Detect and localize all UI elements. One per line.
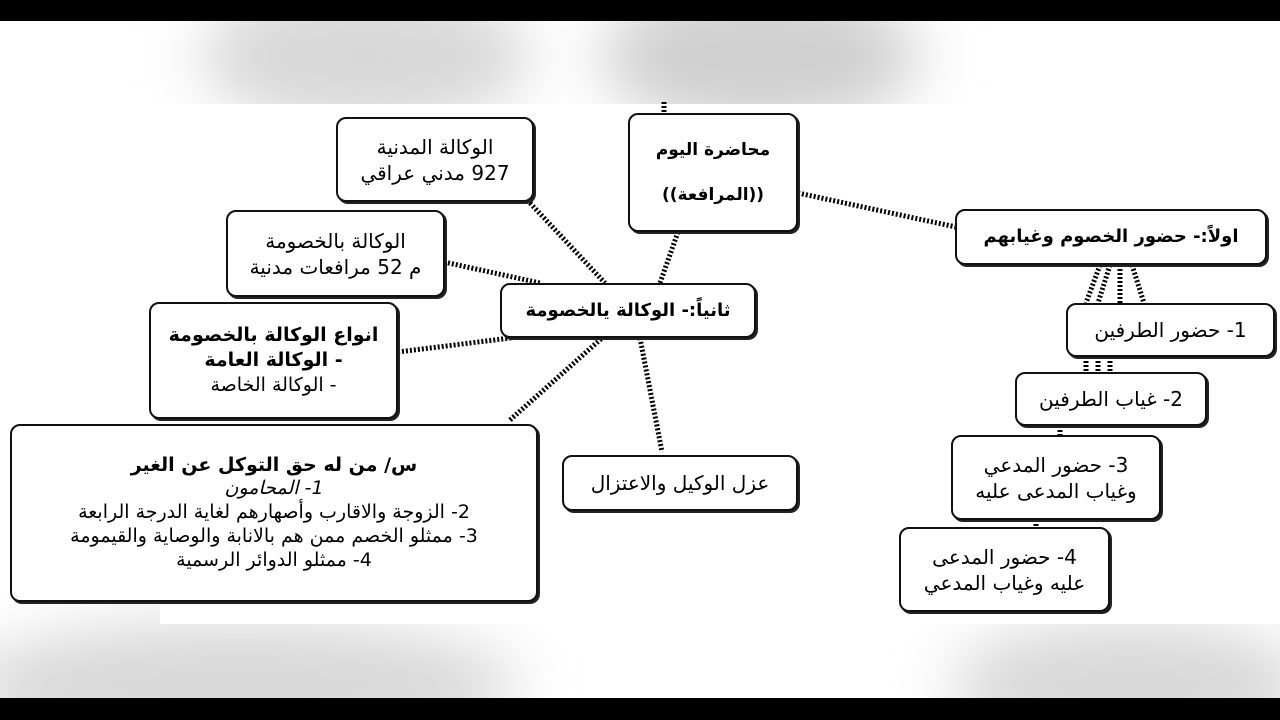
question-item-1: 1- المحامون — [224, 477, 324, 500]
question-title: س/ من له حق التوكل عن الغير — [130, 453, 418, 476]
first-item-1-label: 1- حضور الطرفين — [1094, 318, 1247, 342]
agency-type-special: - الوكالة الخاصة — [210, 373, 337, 396]
civil-agency-node[interactable] — [336, 117, 534, 202]
branch-second-node[interactable] — [500, 283, 756, 338]
first-item-2-label: 2- غياب الطرفين — [1039, 387, 1183, 411]
question-item-3: 3- ممثلو الخصم ممن هم بالانابة والوصاية والقيمومة — [70, 524, 478, 547]
dismissal-label: عزل الوكيل والاعتزال — [590, 471, 770, 495]
question-item-4: 4- ممثلو الدوائر الرسمية — [176, 548, 372, 571]
first-item-3[interactable] — [951, 435, 1161, 520]
branch-first-label: اولاً:- حضور الخصوم وغيابهم — [983, 226, 1239, 248]
first-item-2[interactable] — [1015, 372, 1207, 426]
litigation-agency-line-2: م 52 مرافعات مدنية — [249, 254, 422, 279]
litigation-agency-line-1: الوكالة بالخصومة — [265, 228, 406, 253]
agency-types-title: انواع الوكالة بالخصومة — [168, 324, 379, 347]
question-item-2: 2- الزوجة والاقارب وأصهارهم لغاية الدرجة الرابعة — [78, 501, 470, 524]
title-node[interactable] — [628, 113, 798, 232]
first-item-4[interactable] — [899, 527, 1110, 612]
title-line-2: ((المرافعة)) — [661, 184, 765, 205]
agency-types-node[interactable] — [149, 302, 398, 419]
civil-agency-line-1: الوكالة المدنية — [376, 134, 494, 159]
branch-second-label: ثانياً:- الوكالة يالخصومة — [525, 299, 731, 321]
agency-type-general: - الوكالة العامة — [204, 349, 343, 372]
branch-first-node[interactable] — [955, 209, 1267, 265]
title-line-1: محاضرة اليوم — [655, 140, 771, 161]
civil-agency-line-2: 927 مدني عراقي — [360, 160, 510, 185]
first-item-4-line-1: 4- حضور المدعى — [932, 544, 1077, 569]
dismissal-node[interactable] — [562, 455, 798, 511]
first-item-3-line-2: وغياب المدعى عليه — [975, 478, 1137, 503]
first-item-1[interactable] — [1066, 303, 1275, 357]
first-item-4-line-2: عليه وغياب المدعي — [923, 570, 1086, 595]
question-node[interactable] — [10, 424, 538, 602]
first-item-3-line-1: 3- حضور المدعي — [983, 452, 1129, 477]
litigation-agency-node[interactable] — [226, 210, 445, 297]
